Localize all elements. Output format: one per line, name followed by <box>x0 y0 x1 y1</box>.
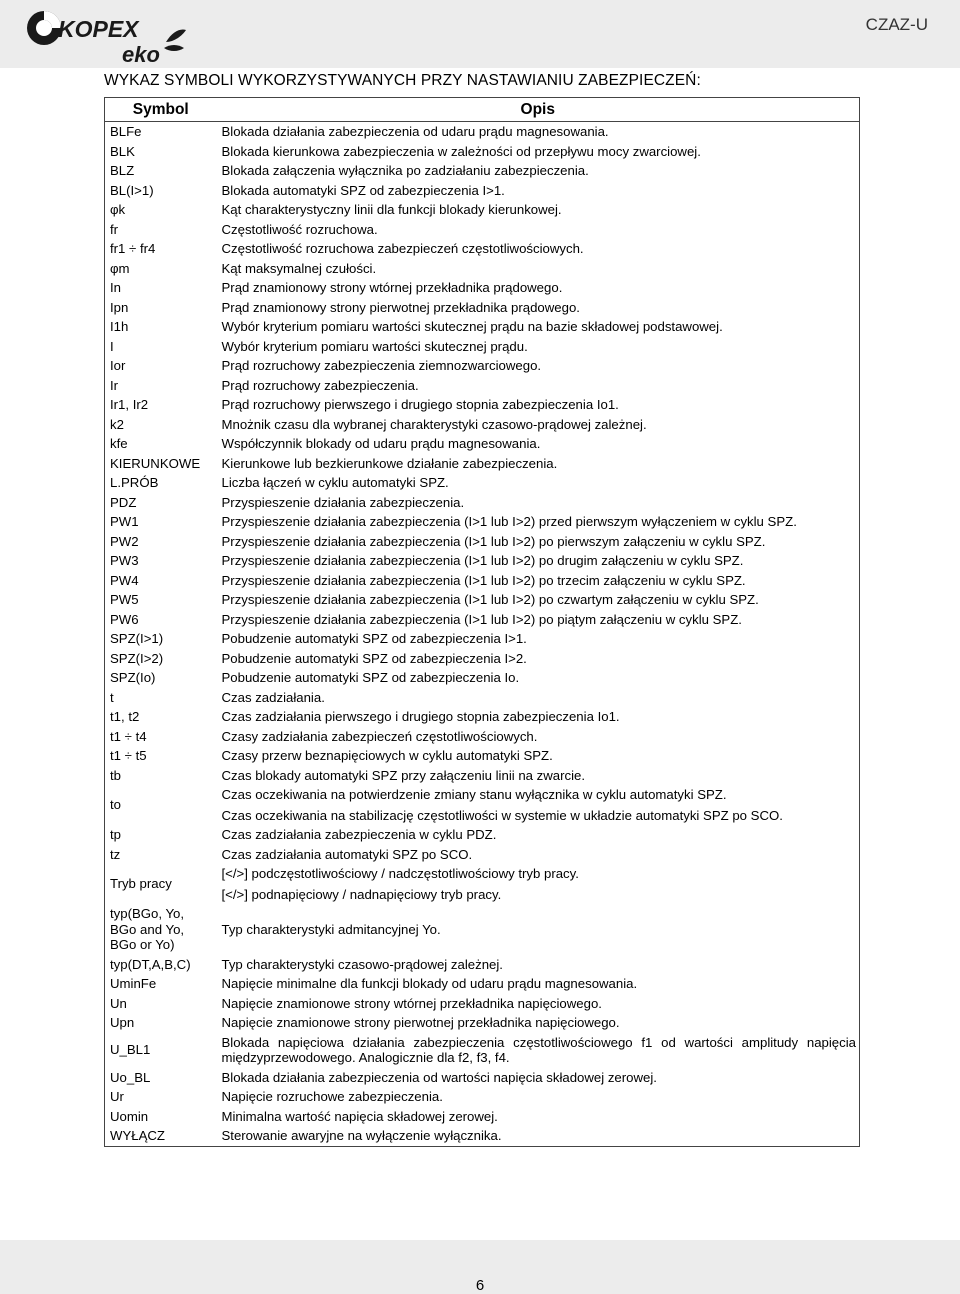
description-cell <box>217 142 860 162</box>
description-cell <box>217 727 860 747</box>
table-row <box>105 974 860 994</box>
symbol-cell: Ipn <box>110 299 129 315</box>
description-text: Blokada napięciowa działania zabezpieczenia częstotliwościowego f1 od wartości amplitudy napięcia międzyprzewodowego. Analogicznie dla f2, f3, f4. <box>221 1034 856 1065</box>
symbol-cell: PW4 <box>110 572 139 588</box>
symbol-cell: φk <box>110 202 126 217</box>
symbol-cell: PW2 <box>110 533 139 549</box>
table-row <box>105 746 860 766</box>
description-text: Liczba łączeń w cyklu automatyki SPZ. <box>221 475 449 490</box>
description-cell <box>217 434 860 454</box>
symbol-cell: to <box>110 797 121 813</box>
symbol-cell: t1, t2 <box>110 709 140 724</box>
description-cell <box>217 317 860 337</box>
description-cell <box>217 629 860 649</box>
description-text: Prąd rozruchowy zabezpieczenia ziemnozwarciowego. <box>221 358 542 373</box>
description-text: Kąt charakterystyczny linii dla funkcji blokady kierunkowej. <box>221 202 562 217</box>
description-text: Mnożnik czasu dla wybranej charakterystyki czasowo-prądowej zależnej. <box>221 416 647 432</box>
table-row <box>105 512 860 532</box>
description-cell <box>217 974 860 994</box>
table-row <box>105 239 860 259</box>
symbol-cell: tp <box>110 827 121 842</box>
symbol-cell: I <box>110 338 114 354</box>
description-cell <box>217 298 860 318</box>
description-text: Przyspieszenie działania zabezpieczenia (I>1 lub I>2) po trzecim załączeniu w cyklu SPZ. <box>221 572 746 588</box>
description-text: Prąd rozruchowy pierwszego i drugiego stopnia zabezpieczenia Io1. <box>221 397 619 412</box>
description-text: Wybór kryterium pomiaru wartości skutecznej prądu na bazie składowej podstawowej. <box>221 319 723 334</box>
description-cell <box>217 994 860 1014</box>
description-cell <box>217 864 860 904</box>
description-cell <box>217 1068 860 1088</box>
description-text: Minimalna wartość napięcia składowej zerowej. <box>221 1108 498 1124</box>
description-text: Napięcie znamionowe strony pierwotnej przekładnika napięciowego. <box>221 1015 620 1030</box>
table-row <box>105 434 860 454</box>
description-text: Prąd znamionowy strony wtórnej przekładnika prądowego. <box>221 280 563 295</box>
symbol-cell: tb <box>110 767 121 783</box>
table-row <box>105 337 860 357</box>
table-row <box>105 415 860 435</box>
symbol-cell: Uomin <box>110 1108 149 1124</box>
description-cell <box>217 259 860 279</box>
symbol-cell: L.PRÓB <box>110 475 159 490</box>
table-body <box>105 122 860 1147</box>
symbol-cell: fr <box>110 221 119 237</box>
page-number: 6 <box>475 1277 485 1294</box>
description-text: Wybór kryterium pomiaru wartości skutecznej prądu. <box>221 338 528 354</box>
description-text: Przyspieszenie działania zabezpieczenia. <box>221 494 465 510</box>
symbol-cell: Ur <box>110 1089 124 1104</box>
table-row <box>105 317 860 337</box>
table-row <box>105 1068 860 1088</box>
symbol-cell: KIERUNKOWE <box>110 455 201 471</box>
description-cell <box>217 395 860 415</box>
table-row <box>105 688 860 708</box>
table-row <box>105 493 860 513</box>
description-cell <box>217 473 860 493</box>
description-text: Częstotliwość rozruchowa. <box>221 221 378 237</box>
table-row <box>105 122 860 142</box>
symbol-cell: BLK <box>110 143 135 159</box>
table-row <box>105 1013 860 1033</box>
description-cell <box>217 1087 860 1107</box>
symbol-cell: Un <box>110 995 127 1011</box>
description-text: Typ charakterystyki czasowo-prądowej zależnej. <box>221 956 503 972</box>
description-cell <box>217 415 860 435</box>
description-text: Czas zadziałania. <box>221 689 325 705</box>
description-text: Przyspieszenie działania zabezpieczenia (I>1 lub I>2) po drugim załączeniu w cyklu SPZ. <box>221 553 744 568</box>
symbol-cell: t <box>110 689 114 705</box>
description-text: Napięcie minimalne dla funkcji blokady od udaru prądu magnesowania. <box>221 976 638 991</box>
symbol-cell: φm <box>110 260 130 276</box>
description-text: Częstotliwość rozruchowa zabezpieczeń częstotliwościowych. <box>221 241 584 256</box>
table-row <box>105 785 860 825</box>
description-cell <box>217 220 860 240</box>
symbol-cell: Uo_BL <box>110 1069 151 1085</box>
symbol-cell: PW1 <box>110 514 139 529</box>
table-row <box>105 766 860 786</box>
table-row <box>105 649 860 669</box>
description-text: Czas blokady automatyki SPZ przy załączeniu linii na zwarcie. <box>221 767 586 783</box>
description-cell <box>217 610 860 630</box>
document-page <box>0 68 960 1240</box>
description-text: Przyspieszenie działania zabezpieczenia (I>1 lub I>2) po czwartym załączeniu w cyklu SPZ. <box>221 592 759 607</box>
table-row <box>105 1107 860 1127</box>
description-cell <box>217 337 860 357</box>
description-text: Czas zadziałania pierwszego i drugiego stopnia zabezpieczenia Io1. <box>221 709 620 724</box>
description-cell <box>217 1107 860 1127</box>
table-row <box>105 845 860 865</box>
description-cell <box>217 1013 860 1033</box>
symbol-cell: I1h <box>110 319 129 334</box>
table-row <box>105 181 860 201</box>
description-text: Blokada działania zabezpieczenia od wartości napięcia składowej zerowej. <box>221 1069 657 1085</box>
table-row <box>105 376 860 396</box>
description-text: Typ charakterystyki admitancyjnej Yo. <box>221 921 441 937</box>
description-cell <box>217 688 860 708</box>
description-cell <box>217 1033 860 1068</box>
description-text: Prąd znamionowy strony pierwotnej przekładnika prądowego. <box>221 299 580 315</box>
description-text: Pobudzenie automatyki SPZ od zabezpieczenia Io. <box>221 670 520 685</box>
symbol-cell: PDZ <box>110 494 137 510</box>
description-cell <box>217 668 860 688</box>
table-row <box>105 161 860 181</box>
description-text: Napięcie rozruchowe zabezpieczenia. <box>221 1089 443 1104</box>
symbol-cell: WYŁĄCZ <box>110 1128 165 1143</box>
symbol-cell: PW6 <box>110 611 139 627</box>
symbol-cell: BLFe <box>110 124 142 139</box>
column-header-symbol: Symbol <box>105 98 217 122</box>
description-text: Pobudzenie automatyki SPZ od zabezpieczenia I>1. <box>221 631 527 646</box>
symbol-cell: PW3 <box>110 553 139 568</box>
description-text: Prąd rozruchowy zabezpieczenia. <box>221 377 419 393</box>
page-title: WYKAZ SYMBOLI WYKORZYSTYWANYCH PRZY NASTAWIANIU ZABEZPIECZEŃ: <box>104 72 701 89</box>
description-cell <box>217 122 860 142</box>
description-text: Kierunkowe lub bezkierunkowe działanie zabezpieczenia. <box>221 455 558 471</box>
symbol-cell: typ(DT,A,B,C) <box>110 956 191 972</box>
description-cell <box>217 1126 860 1146</box>
table-row <box>105 395 860 415</box>
symbol-cell: PW5 <box>110 592 139 607</box>
symbol-cell: UminFe <box>110 976 157 991</box>
table-row <box>105 532 860 552</box>
description-cell <box>217 239 860 259</box>
description-cell <box>217 904 860 955</box>
symbol-cell: t1 ÷ t5 <box>110 748 147 763</box>
table-header-row <box>105 98 860 122</box>
symbol-cell: kfe <box>110 436 128 451</box>
description-text: Blokada załączenia wyłącznika po zadziałaniu zabezpieczenia. <box>221 163 589 178</box>
table-row <box>105 1126 860 1146</box>
description-cell <box>217 955 860 975</box>
svg-text:eko: eko <box>122 42 160 66</box>
symbol-cell: BLZ <box>110 163 135 178</box>
description-text: Współczynnik blokady od udaru prądu magnesowania. <box>221 436 541 451</box>
description-cell <box>217 649 860 669</box>
description-text: Blokada działania zabezpieczenia od udaru prądu magnesowania. <box>221 124 609 139</box>
description-cell <box>217 746 860 766</box>
svg-text:KOPEX: KOPEX <box>58 16 139 42</box>
description-cell <box>217 278 860 298</box>
description-cell <box>217 512 860 532</box>
description-cell <box>217 532 860 552</box>
description-text: Czas zadziałania zabezpieczenia w cyklu PDZ. <box>221 827 497 842</box>
description-text: Kąt maksymalnej czułości. <box>221 260 377 276</box>
table-row <box>105 200 860 220</box>
symbol-cell: t1 ÷ t4 <box>110 728 147 744</box>
description-cell <box>217 571 860 591</box>
symbols-table <box>104 97 860 1147</box>
description-cell <box>217 551 860 571</box>
table-row <box>105 610 860 630</box>
description-cell <box>217 845 860 865</box>
description-cell <box>217 200 860 220</box>
table-row <box>105 142 860 162</box>
description-text: Przyspieszenie działania zabezpieczenia (I>1 lub I>2) przed pierwszym wyłączeniem w cyklu SPZ. <box>221 514 797 529</box>
description-cell <box>217 376 860 396</box>
description-text: Czasy przerw beznapięciowych w cyklu automatyki SPZ. <box>221 748 553 763</box>
description-text: Sterowanie awaryjne na wyłączenie wyłącznika. <box>221 1128 502 1143</box>
table-row <box>105 707 860 727</box>
description-cell <box>217 493 860 513</box>
table-row <box>105 864 860 904</box>
description-cell <box>217 454 860 474</box>
table-row <box>105 904 860 955</box>
description-cell <box>217 161 860 181</box>
symbol-cell: Ir <box>110 377 119 393</box>
symbol-cell: fr1 ÷ fr4 <box>110 241 156 256</box>
table-row <box>105 825 860 845</box>
table-row <box>105 220 860 240</box>
symbol-cell: Ir1, Ir2 <box>110 397 149 412</box>
page-footer <box>0 1240 960 1294</box>
table-row <box>105 629 860 649</box>
symbol-cell: Tryb pracy <box>110 876 172 892</box>
description-text: Pobudzenie automatyki SPZ od zabezpieczenia I>2. <box>221 650 527 666</box>
page-header <box>0 0 960 68</box>
description-text-secondary: Czas oczekiwania na stabilizację częstotliwości w systemie w układzie automatyki SPZ po SCO. <box>221 807 783 823</box>
table-row <box>105 955 860 975</box>
description-text: Czas zadziałania automatyki SPZ po SCO. <box>221 846 473 862</box>
table-row <box>105 298 860 318</box>
document-code: CZAZ-U <box>865 15 928 34</box>
description-text: Czasy zadziałania zabezpieczeń częstotliwościowych. <box>221 728 538 744</box>
symbol-cell: U_BL1 <box>110 1042 151 1058</box>
description-text: Przyspieszenie działania zabezpieczenia (I>1 lub I>2) po pierwszym załączeniu w cyklu SPZ. <box>221 533 766 549</box>
description-text: Napięcie znamionowe strony wtórnej przekładnika napięciowego. <box>221 995 602 1011</box>
symbol-cell: tz <box>110 846 121 862</box>
symbol-cell: SPZ(I>1) <box>110 631 164 646</box>
description-text: [</>] podczęstotliwościowy / nadczęstotliwościowy tryb pracy. <box>221 866 579 881</box>
table-row <box>105 994 860 1014</box>
table-row <box>105 727 860 747</box>
column-header-opis: Opis <box>217 98 860 122</box>
table-row <box>105 278 860 298</box>
description-cell <box>217 356 860 376</box>
table-row <box>105 1087 860 1107</box>
table-row <box>105 551 860 571</box>
symbol-cell: k2 <box>110 416 124 432</box>
table-row <box>105 571 860 591</box>
table-row <box>105 668 860 688</box>
description-cell <box>217 707 860 727</box>
table-row <box>105 1033 860 1068</box>
description-cell <box>217 785 860 825</box>
symbol-cell: Upn <box>110 1015 135 1030</box>
description-text: Przyspieszenie działania zabezpieczenia (I>1 lub I>2) po piątym załączeniu w cyklu SPZ. <box>221 611 742 627</box>
description-cell <box>217 825 860 845</box>
symbol-cell: BL(I>1) <box>110 182 154 198</box>
table-row <box>105 356 860 376</box>
description-text: Blokada kierunkowa zabezpieczenia w zależności od przepływu mocy zwarciowej. <box>221 143 701 159</box>
description-cell <box>217 590 860 610</box>
symbol-cell: typ(BGo, Yo, BGo and Yo, BGo or Yo) <box>110 906 185 952</box>
symbol-cell: SPZ(Io) <box>110 670 156 685</box>
table-row <box>105 259 860 279</box>
description-cell <box>217 766 860 786</box>
description-cell <box>217 181 860 201</box>
symbol-cell: SPZ(I>2) <box>110 650 164 666</box>
symbol-cell: Ior <box>110 358 126 373</box>
description-text: Czas oczekiwania na potwierdzenie zmiany stanu wyłącznika w cyklu automatyki SPZ. <box>221 787 727 802</box>
symbol-cell: In <box>110 280 121 295</box>
table-row <box>105 473 860 493</box>
kopex-eko-logo <box>14 2 189 66</box>
description-text: Blokada automatyki SPZ od zabezpieczenia I>1. <box>221 182 505 198</box>
table-row <box>105 454 860 474</box>
description-text-secondary: [</>] podnapięciowy / nadnapięciowy tryb pracy. <box>221 886 502 902</box>
table-row <box>105 590 860 610</box>
